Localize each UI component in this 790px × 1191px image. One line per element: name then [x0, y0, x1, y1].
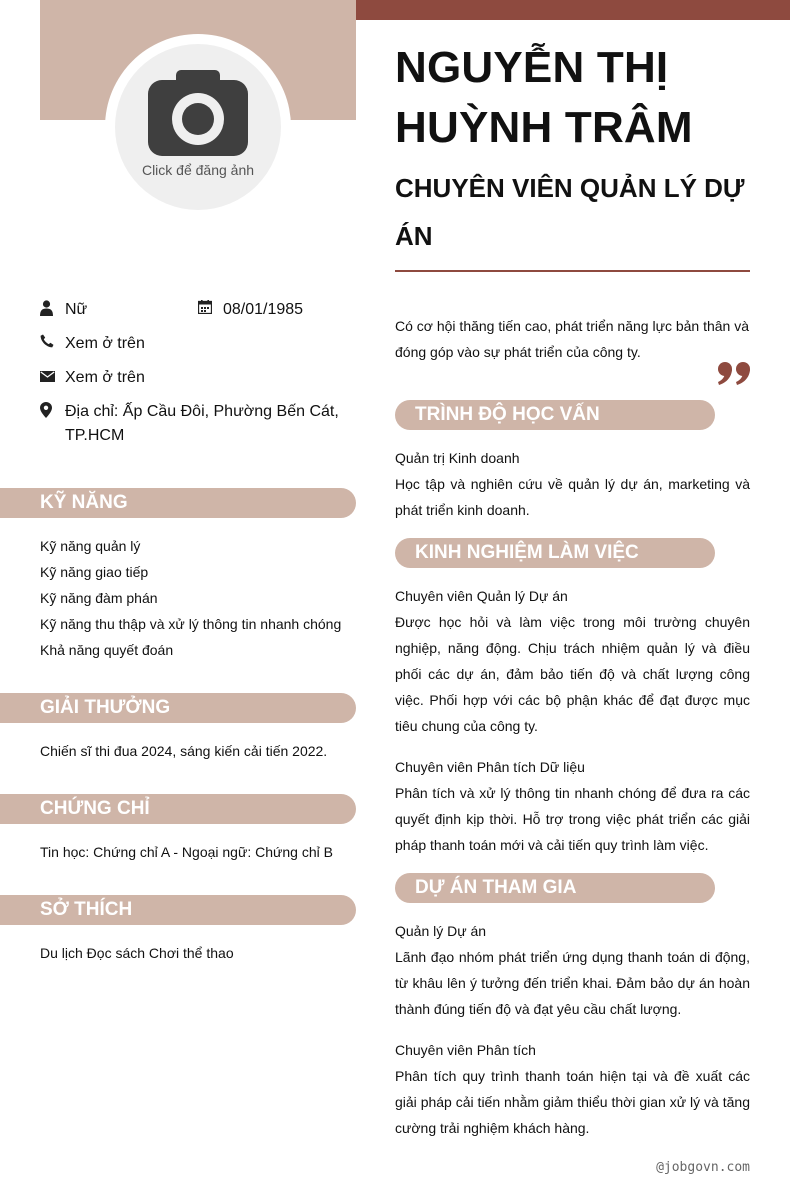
- skills-header: KỸ NĂNG: [0, 488, 356, 518]
- project-role: Quản lý Dự án: [395, 923, 487, 939]
- map-pin-icon: [40, 400, 65, 448]
- career-objective: Có cơ hội thăng tiến cao, phát triển năng lực bản thân và đóng góp vào sự phát triển của công ty.: [395, 318, 750, 360]
- gender-value: Nữ: [65, 301, 88, 318]
- email-row: [40, 366, 340, 390]
- birthday-row: [198, 298, 348, 322]
- project-entry: [395, 1037, 750, 1141]
- skill-item: Kỹ năng đàm phán: [40, 590, 158, 606]
- experience-description: Được học hỏi và làm việc trong môi trường chuyên nghiệp, năng động. Chịu trách nhiệm quản lý và điều phối các dự án, đảm bảo tiến độ và chất lượng công việc. Phối hợp với các bộ phận khác để đạt được mục tiêu chung của công ty.: [395, 614, 750, 734]
- project-role: Chuyên viên Phân tích: [395, 1042, 536, 1058]
- project-description: Phân tích quy trình thanh toán hiện tại và đề xuất các giải pháp cải tiến nhằm giảm thiểu thời gian xử lý và tăng cường trải nghiệm khách hàng.: [395, 1068, 750, 1136]
- person-icon: [40, 298, 65, 322]
- experience-position: Chuyên viên Quản lý Dự án: [395, 588, 568, 604]
- camera-icon: [148, 70, 248, 156]
- envelope-icon: [40, 366, 65, 390]
- skill-item: Kỹ năng thu thập và xử lý thông tin nhanh chóng: [40, 616, 342, 632]
- experience-position: Chuyên viên Phân tích Dữ liệu: [395, 759, 585, 775]
- phone-value: Xem ở trên: [65, 335, 145, 352]
- address-value: Địa chỉ: Ấp Cầu Đôi, Phường Bến Cát, TP.HCM: [65, 403, 339, 444]
- address-row: [40, 400, 340, 448]
- hobbies-text: Du lịch Đọc sách Chơi thể thao: [40, 945, 234, 961]
- hobbies-header: SỞ THÍCH: [0, 895, 356, 925]
- candidate-name: NGUYỄN THỊ HUỲNH TRÂM: [395, 43, 693, 152]
- education-entry: [395, 445, 750, 523]
- certificates-text: Tin học: Chứng chỉ A - Ngoại ngữ: Chứng chỉ B: [40, 844, 333, 860]
- calendar-icon: [198, 298, 223, 322]
- skills-list: [40, 533, 350, 663]
- awards-text: Chiến sĩ thi đua 2024, sáng kiến cải tiến 2022.: [40, 743, 328, 759]
- photo-upload-label: Click để đăng ảnh: [141, 162, 255, 178]
- top-accent-bar: [356, 0, 790, 20]
- quote-icon: [716, 362, 752, 386]
- experience-description: Phân tích và xử lý thông tin nhanh chóng để đưa ra các quyết định kịp thời. Hỗ trợ trong việc phát triển các giải pháp thanh toán mới và cải tiến quy trình làm việc.: [395, 785, 750, 853]
- education-description: Học tập và nghiên cứu về quản lý dự án, marketing và phát triển kinh doanh.: [395, 476, 750, 518]
- job-title: CHUYÊN VIÊN QUẢN LÝ DỰ ÁN: [395, 173, 745, 251]
- project-description: Lãnh đạo nhóm phát triển ứng dụng thanh toán di động, từ khâu lên ý tưởng đến triển khai. Đảm bảo dự án hoàn thành đúng tiến độ và đạt yêu cầu chất lượng.: [395, 949, 750, 1017]
- education-major: Quản trị Kinh doanh: [395, 450, 520, 466]
- birthday-value: 08/01/1985: [223, 301, 304, 318]
- gender-row: [40, 298, 200, 322]
- footer-watermark: @jobgovn.com: [656, 1160, 750, 1175]
- skill-item: Kỹ năng quản lý: [40, 538, 141, 554]
- email-value: Xem ở trên: [65, 369, 145, 386]
- projects-header: DỰ ÁN THAM GIA: [395, 873, 715, 903]
- phone-icon: [40, 332, 65, 356]
- education-header: TRÌNH ĐỘ HỌC VẤN: [395, 400, 715, 430]
- project-entry: [395, 918, 750, 1022]
- experience-entry: [395, 583, 750, 739]
- skill-item: Khả năng quyết đoán: [40, 642, 174, 658]
- phone-row: [40, 332, 340, 356]
- experience-entry: [395, 754, 750, 858]
- awards-header: GIẢI THƯỞNG: [0, 693, 356, 723]
- certificates-header: CHỨNG CHỈ: [0, 794, 356, 824]
- skill-item: Kỹ năng giao tiếp: [40, 564, 149, 580]
- title-divider: [395, 270, 750, 272]
- experience-header: KINH NGHIỆM LÀM VIỆC: [395, 538, 715, 568]
- photo-upload[interactable]: [115, 44, 281, 210]
